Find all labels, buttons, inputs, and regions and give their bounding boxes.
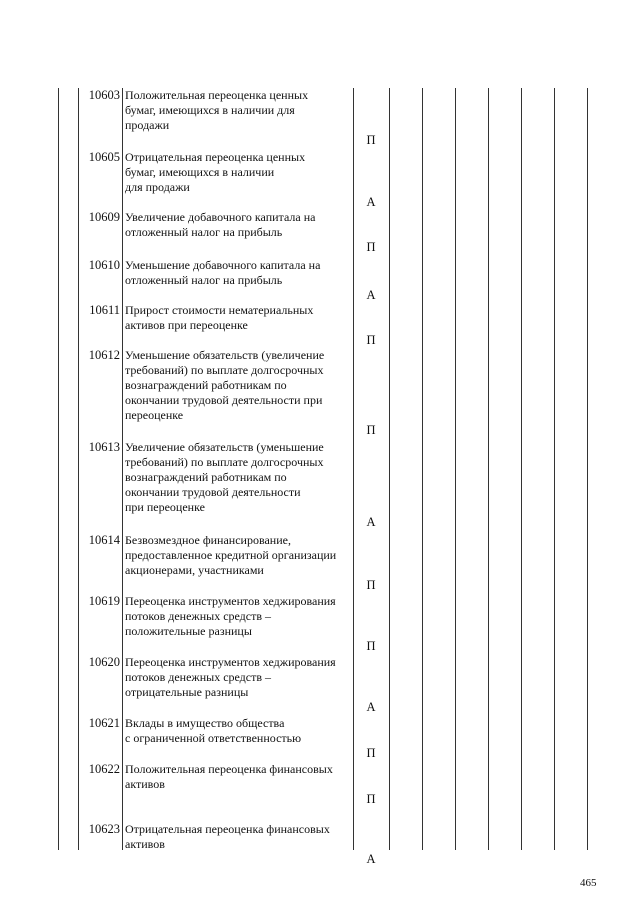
account-name-line: бумаг, имеющихся в наличии для bbox=[125, 103, 295, 117]
table-rule bbox=[353, 88, 354, 850]
account-name-line: Увеличение добавочного капитала на bbox=[125, 210, 316, 224]
account-name-line: Безвозмездное финансирование, bbox=[125, 533, 291, 547]
account-name bbox=[125, 210, 353, 240]
account-name-line: окончании трудовой деятельности bbox=[125, 485, 301, 499]
page-number: 465 bbox=[580, 877, 597, 889]
table-rule bbox=[521, 88, 522, 850]
account-name bbox=[125, 348, 353, 423]
account-name-line: Прирост стоимости нематериальных bbox=[125, 303, 314, 317]
account-code: 10605 bbox=[88, 150, 120, 164]
account-name-line: Вклады в имущество общества bbox=[125, 716, 285, 730]
account-name-line: потоков денежных средств – bbox=[125, 609, 272, 623]
account-name-line: переоценке bbox=[125, 408, 184, 422]
table-rule bbox=[78, 88, 79, 850]
account-name-line: предоставленное кредитной организации bbox=[125, 548, 337, 562]
account-characteristic: П bbox=[366, 746, 376, 760]
account-name bbox=[125, 440, 353, 515]
account-name-line: положительные разницы bbox=[125, 624, 252, 638]
account-name bbox=[125, 762, 353, 792]
account-name-line: активов при переоценке bbox=[125, 318, 248, 332]
account-name-line: акционерами, участниками bbox=[125, 563, 264, 577]
account-name bbox=[125, 88, 353, 133]
account-name-line: вознаграждений работникам по bbox=[125, 378, 287, 392]
account-name-line: для продажи bbox=[125, 180, 190, 194]
account-characteristic: П bbox=[366, 423, 376, 437]
account-name-line: вознаграждений работникам по bbox=[125, 470, 287, 484]
account-code: 10619 bbox=[88, 594, 120, 608]
account-name bbox=[125, 303, 353, 333]
account-name bbox=[125, 533, 353, 578]
account-code: 10612 bbox=[88, 348, 120, 362]
account-name bbox=[125, 258, 353, 288]
account-code: 10614 bbox=[88, 533, 120, 547]
table-rule bbox=[58, 88, 59, 850]
account-characteristic: П bbox=[366, 792, 376, 806]
account-code: 10609 bbox=[88, 210, 120, 224]
account-characteristic: А bbox=[366, 195, 376, 209]
account-name-line: отрицательные разницы bbox=[125, 685, 249, 699]
account-name bbox=[125, 716, 353, 746]
account-name bbox=[125, 150, 353, 195]
account-name-line: требований) по выплате долгосрочных bbox=[125, 455, 324, 469]
account-code: 10610 bbox=[88, 258, 120, 272]
account-name-line: Отрицательная переоценка ценных bbox=[125, 150, 306, 164]
account-code: 10611 bbox=[89, 303, 120, 317]
account-name-line: Уменьшение обязательств (увеличение bbox=[125, 348, 325, 362]
account-name-line: потоков денежных средств – bbox=[125, 670, 272, 684]
account-name bbox=[125, 655, 353, 700]
account-characteristic: П bbox=[366, 639, 376, 653]
account-code: 10622 bbox=[88, 762, 120, 776]
account-name bbox=[125, 594, 353, 639]
account-code: 10621 bbox=[88, 716, 120, 730]
account-name-line: Переоценка инструментов хеджирования bbox=[125, 594, 336, 608]
account-name-line: Положительная переоценка ценных bbox=[125, 88, 309, 102]
account-code: 10620 bbox=[88, 655, 120, 669]
account-name-line: Переоценка инструментов хеджирования bbox=[125, 655, 336, 669]
account-name-line: активов bbox=[125, 777, 165, 791]
account-name-line: Отрицательная переоценка финансовых bbox=[125, 822, 330, 836]
table-rule bbox=[554, 88, 555, 850]
account-code: 10603 bbox=[88, 88, 120, 102]
account-name-line: отложенный налог на прибыль bbox=[125, 225, 283, 239]
table-rule bbox=[587, 88, 588, 850]
account-characteristic: П bbox=[366, 333, 376, 347]
account-name-line: продажи bbox=[125, 118, 170, 132]
table-rule bbox=[389, 88, 390, 850]
account-name-line: при переоценке bbox=[125, 500, 205, 514]
table-rule bbox=[455, 88, 456, 850]
account-name-line: активов bbox=[125, 837, 165, 851]
account-name-line: бумаг, имеющихся в наличии bbox=[125, 165, 275, 179]
account-name-line: Увеличение обязательств (уменьшение bbox=[125, 440, 324, 454]
table-rule bbox=[488, 88, 489, 850]
account-name-line: окончании трудовой деятельности при bbox=[125, 393, 323, 407]
account-characteristic: А bbox=[366, 852, 376, 866]
account-characteristic: А bbox=[366, 700, 376, 714]
account-name-line: с ограниченной ответственностью bbox=[125, 731, 302, 745]
account-name-line: Уменьшение добавочного капитала на bbox=[125, 258, 321, 272]
account-code: 10623 bbox=[88, 822, 120, 836]
account-name-line: отложенный налог на прибыль bbox=[125, 273, 283, 287]
account-characteristic: А bbox=[366, 515, 376, 529]
account-name-line: Положительная переоценка финансовых bbox=[125, 762, 333, 776]
account-characteristic: П bbox=[366, 240, 376, 254]
table-rule bbox=[122, 88, 123, 850]
account-code: 10613 bbox=[88, 440, 120, 454]
table-rule bbox=[422, 88, 423, 850]
account-name-line: требований) по выплате долгосрочных bbox=[125, 363, 324, 377]
account-characteristic: П bbox=[366, 578, 376, 592]
account-characteristic: П bbox=[366, 133, 376, 147]
account-name bbox=[125, 822, 353, 852]
account-characteristic: А bbox=[366, 288, 376, 302]
